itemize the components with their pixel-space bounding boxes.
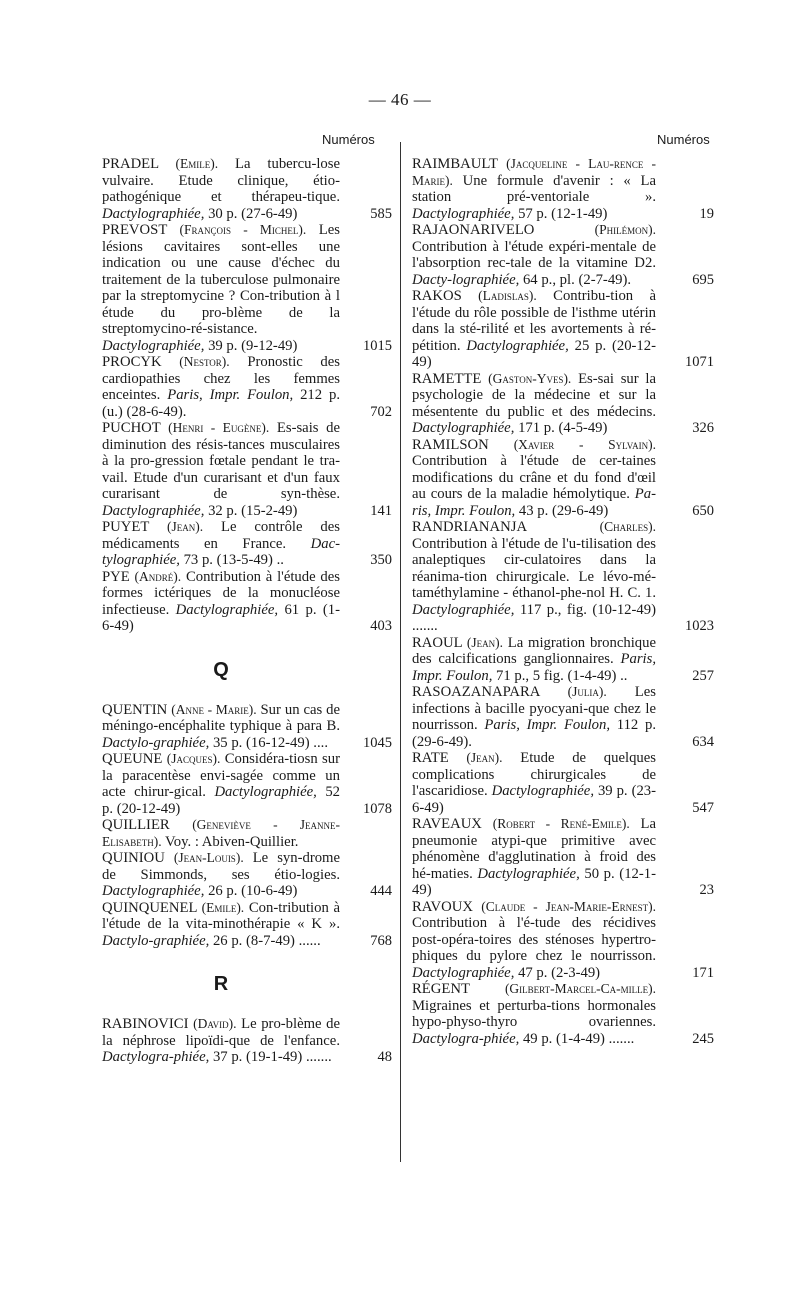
author-surname: PYE: [102, 568, 130, 585]
publication-info: Dactylographiée,: [214, 784, 317, 800]
author-surname: QUENTIN: [102, 701, 168, 718]
entry-number: 1023: [685, 618, 714, 634]
index-entry: [412, 981, 714, 1047]
entry-number: 245: [692, 1030, 714, 1047]
defense-date: (12-1-49): [412, 865, 657, 898]
author-given-names: (Gaston-Yves).: [488, 370, 572, 386]
thesis-title: Sur un cas de méningo-encéphalite typhique à para B.: [102, 701, 341, 734]
entry-number: 257: [692, 667, 714, 684]
author-surname: QUINQUENEL: [102, 899, 197, 916]
thesis-title: Les infections à bacille pyocyani-que chez le nourrisson.: [412, 684, 657, 733]
author-given-names: (Jean).: [466, 634, 503, 650]
thesis-title: Les lésions cavitaires sont-elles une indication ou une cause d'échec du traitement de la tuberculose pulmonaire par la streptomycine ? Con-tribution à l étude du pro-blème de la streptomycino-ré-sistance.: [102, 222, 341, 337]
defense-date: (2-3-49): [551, 964, 601, 981]
author-surname: RAVEAUX: [412, 816, 482, 832]
page-number: — 46 —: [368, 90, 432, 109]
author-surname: RÉGENT: [412, 981, 470, 997]
entry-number: 19: [699, 205, 714, 222]
index-entry: [102, 156, 392, 222]
left-column: [102, 156, 392, 1066]
entry-number: 547: [692, 799, 714, 816]
publication-info: Dactylographiée,: [466, 337, 569, 354]
page-count: 52 p.: [102, 784, 340, 817]
page-count: 43 p.: [518, 502, 549, 519]
entry-number: 695: [692, 271, 714, 288]
index-entry: [102, 222, 392, 354]
entry-number: 444: [370, 883, 392, 899]
defense-date: (19-1-49) .......: [246, 1049, 332, 1065]
publication-info: Dactylographiée,: [491, 783, 594, 799]
entry-number: 326: [692, 420, 714, 436]
author-given-names: (Xavier - Sylvain).: [513, 436, 656, 452]
index-entry: [102, 1016, 392, 1066]
page-count: 47 p.: [518, 964, 548, 981]
index-entry: [412, 899, 714, 982]
author-surname: RAMETTE: [412, 370, 482, 387]
index-entry: [102, 702, 392, 752]
defense-date: (1-6-49): [102, 601, 341, 634]
page-count: 117 p., fig.: [519, 601, 587, 618]
thesis-title: Le pro-blème de la néphrose lipoïdi-que de l'enfance.: [102, 1016, 341, 1049]
index-entry: [412, 156, 714, 222]
defense-date: (13-5-49) ..: [216, 552, 284, 568]
defense-date: (15-2-49): [241, 502, 298, 519]
author-given-names: (David).: [193, 1016, 237, 1031]
page-count: 25 p.: [574, 337, 607, 354]
page-count: 212 p. (u.): [102, 387, 341, 420]
author-given-names: (Emile).: [175, 156, 219, 171]
publication-info: Dactylographiée,: [412, 420, 515, 436]
index-entry: [412, 222, 714, 288]
publication-info: Dactylo-graphiée,: [102, 932, 210, 949]
author-given-names: (François - Michel).: [179, 222, 307, 237]
author-surname: PRADEL: [102, 156, 159, 172]
author-surname: PUCHOT: [102, 420, 161, 436]
thesis-title: Es-sai sur la psychologie de la médecine et sur la mésentente du public et des médecins.: [412, 370, 656, 420]
entry-number: 634: [692, 733, 714, 750]
page-count: 26 p.: [208, 883, 238, 899]
page-count: 37 p.: [212, 1049, 243, 1065]
defense-date: (20-12-49): [116, 800, 181, 817]
column-header-left: Numéros: [322, 132, 375, 147]
thesis-title: Contribution à l'é-tude des récidives post-opéra-toires des sténoses hypertro-phiques du pylore chez le nourrisson.: [412, 915, 656, 964]
page-count: 112 p.: [616, 717, 656, 733]
entry-number: 171: [692, 964, 714, 981]
thesis-title: Contribution à l'étude expéri-mentale de l'absorption rec-tale de la vitamine D2.: [412, 238, 656, 271]
publication-info: Dactylographiée,: [477, 865, 580, 882]
author-given-names: (Jean).: [466, 750, 503, 765]
index-entry: [102, 420, 392, 519]
author-surname: RAJAONARIVELO: [412, 222, 535, 238]
author-surname: PUYET: [102, 519, 150, 535]
author-surname: RAIMBAULT: [412, 156, 498, 172]
author-given-names: (Jean).: [166, 519, 204, 534]
entry-number: 403: [370, 618, 392, 634]
entry-number: 768: [370, 932, 392, 949]
defense-date: (4-5-49): [558, 420, 608, 436]
defense-date: (20-12-49): [412, 337, 657, 370]
defense-date: (1-4-49) .......: [556, 1030, 635, 1047]
defense-date: (10-12-49) .......: [412, 601, 656, 634]
author-given-names: (Nestor).: [179, 354, 230, 369]
entry-number: 1071: [685, 354, 714, 370]
author-surname: RABINOVICI: [102, 1016, 189, 1032]
author-given-names: (Philémon).: [594, 222, 656, 237]
thesis-title: Contribution à l'étude de l'u-tilisation des analeptiques cir-culatoires dans la réanima-tion chirurgicale. Le lévo-mé-taméthylamine - éthanol-phe-nol H. C. 1.: [412, 535, 656, 601]
defense-date: (1-4-49) ..: [567, 667, 628, 684]
defense-date: (29-6-49): [551, 502, 609, 519]
publication-info: Dactylographiée,: [102, 883, 205, 899]
publication-info: Dactylographiée,: [102, 502, 205, 519]
section-letter-r: R: [213, 973, 229, 995]
defense-date: (10-6-49): [241, 883, 298, 899]
publication-info: Dactylogra-phiée,: [412, 1030, 520, 1047]
author-given-names: (Gilbert-Marcel-Ca-mille).: [504, 981, 656, 996]
thesis-title: Contribution à l'étude des formes ictériques de la monucléose infectieuse.: [102, 568, 340, 618]
publication-info: Dac-tylographiée,: [102, 535, 340, 568]
publication-info: Dactylographiée,: [412, 205, 515, 222]
column-divider: [400, 142, 401, 1162]
page-count: 30 p.: [208, 205, 238, 222]
entry-number: 1078: [363, 800, 392, 817]
author-given-names: (Charles).: [599, 519, 656, 534]
publication-info: Paris, Impr. Foulon,: [484, 717, 611, 733]
author-surname: QUILLIER: [102, 817, 170, 833]
page-count: 35 p.: [212, 734, 243, 751]
defense-date: (23-6-49): [412, 783, 657, 816]
thesis-title: Pronostic des cardiopathies chez les femmes enceintes.: [102, 354, 340, 403]
thesis-title: Une formule d'avenir : « La station pré-ventoriale ».: [412, 172, 656, 205]
author-surname: RAKOS: [412, 288, 462, 304]
page-count: 49 p.: [522, 1030, 553, 1047]
publication-info: Pa-ris, Impr. Foulon,: [412, 486, 656, 519]
page-count: 61 p.: [284, 601, 317, 618]
page-count: 26 p.: [212, 932, 243, 949]
defense-date: (8-7-49) ......: [246, 932, 321, 949]
thesis-title: La pneumonie atypi-que primitive avec phénomène d'agglutination à froid des hé-maties.: [412, 816, 657, 882]
author-given-names: (Jean-Louis).: [173, 850, 244, 865]
author-surname: QUINIOU: [102, 850, 165, 866]
index-entry: [102, 751, 392, 817]
author-surname: PREVOST: [102, 222, 168, 238]
publication-info: Dactylographiée,: [102, 205, 205, 222]
page-count: 32 p.: [208, 502, 238, 519]
thesis-title: Etude de quelques complications chirurgicales de l'ascaridiose.: [412, 750, 656, 799]
index-entry: [102, 900, 392, 950]
thesis-title: Le contrôle des médicaments en France.: [102, 519, 340, 552]
author-surname: RAVOUX: [412, 898, 473, 915]
author-given-names: (Jacques).: [166, 751, 221, 766]
defense-date: (29-6-49).: [412, 733, 472, 750]
author-surname: PROCYK: [102, 354, 162, 370]
defense-date: (27-6-49): [241, 205, 298, 222]
entry-number: 48: [377, 1049, 392, 1065]
publication-info: Dactylogra-phiée,: [102, 1049, 210, 1065]
author-surname: RASOAZANAPARA: [412, 684, 540, 700]
entry-number: 350: [370, 552, 392, 568]
author-given-names: (Julia).: [567, 684, 607, 699]
publication-info: Paris, Impr. Foulon,: [412, 651, 656, 684]
defense-date: (12-1-49): [551, 205, 608, 222]
author-given-names: (Jacqueline - Lau-rence - Marie).: [412, 156, 656, 188]
author-given-names: (Anne - Marie).: [171, 701, 257, 717]
index-entry: [412, 816, 714, 899]
defense-date: (2-7-49).: [578, 271, 632, 288]
thesis-title: Considéra-tiosn sur la paracentèse envi-sagée comme un acte chirur-gical.: [102, 751, 340, 800]
entry-number: 585: [370, 205, 392, 222]
index-entry: [412, 437, 714, 520]
thesis-title: Con-tribution à l'étude de la vita-minothérapie « K ».: [102, 899, 341, 932]
defense-date: (9-12-49): [241, 337, 298, 354]
author-given-names: (Emile).: [201, 899, 245, 915]
publication-info: Dactylographiée,: [102, 337, 205, 354]
page-count: 73 p.: [183, 552, 213, 568]
index-entry: [412, 371, 714, 437]
author-given-names: (Ladislas).: [478, 288, 537, 303]
author-given-names: (Geneviève - Jeanne-Elisabeth).: [102, 817, 340, 849]
index-entry: [412, 684, 714, 750]
publication-info: Dactylographiée,: [412, 964, 515, 981]
entry-number: 141: [370, 502, 392, 519]
thesis-title: Migraines et perturba-tions hormonales hypo-physo-thyro ovariennes.: [412, 997, 656, 1030]
column-header-right: Numéros: [657, 132, 710, 147]
publication-info: Paris, Impr. Foulon,: [167, 387, 294, 403]
page-count: 39 p.: [208, 337, 238, 354]
index-entry: [102, 817, 392, 850]
index-entry: [102, 519, 392, 569]
publication-info: Dactylo-graphiée,: [102, 734, 210, 751]
entry-number: 702: [370, 403, 392, 420]
thesis-title: Le syn-drome de Simmonds, ses étio-logies.: [102, 850, 341, 883]
author-given-names: (André).: [134, 568, 182, 584]
author-surname: QUEUNE: [102, 751, 163, 767]
page-count: 64 p., pl.: [522, 271, 575, 288]
defense-date: (16-12-49) ....: [246, 734, 328, 751]
page-count: 71 p., 5 fig.: [496, 667, 564, 684]
page-count: 39 p.: [597, 783, 628, 799]
page-count: 171 p.: [518, 420, 555, 436]
section-letter-q: Q: [213, 658, 229, 681]
entry-number: 1045: [363, 734, 392, 751]
index-entry: [412, 519, 714, 635]
thesis-title: Contribution à l'étude de cer-taines modifications du crâne et du fond d'œil au cours de la maladie hémolytique.: [412, 453, 656, 502]
thesis-title: Contribu-tion à l'étude du rôle possible de l'isthme utérin dans la sté-rilité et les avortements à ré-pétition.: [412, 288, 657, 354]
entry-number: 1015: [363, 337, 392, 354]
author-given-names: (Claude - Jean-Marie-Ernest).: [481, 898, 656, 914]
thesis-title: La tubercu-lose vulvaire. Etude clinique, étio-pathogénique et thérapeu-tique.: [102, 156, 340, 205]
index-entry: [102, 850, 392, 900]
index-entry: [412, 635, 714, 685]
publication-info: Dactylographiée,: [412, 601, 515, 618]
author-given-names: (Robert - René-Emile).: [492, 816, 630, 831]
author-surname: RAMILSON: [412, 436, 489, 453]
thesis-title: Es-sais de diminution des résis-tances musculaires à la pro-gression fœtale pendant le tra-vail. Etude d'un curarisant et d'un faux curarisant de syn-thèse.: [102, 420, 340, 502]
page-count: 50 p.: [584, 865, 615, 882]
index-entry: [412, 288, 714, 371]
page-count: 57 p.: [518, 205, 548, 222]
thesis-title: La migration bronchique des calcifications ganglionnaires.: [412, 634, 657, 667]
publication-info: Dacty-lographiée,: [412, 271, 520, 288]
author-given-names: (Henri - Eugène).: [168, 420, 270, 435]
index-entry: [102, 354, 392, 420]
index-entry: [412, 750, 714, 816]
thesis-title: Voy. : Abiven-Quillier.: [165, 833, 299, 850]
entry-number: 650: [692, 502, 714, 519]
index-entry: [102, 569, 392, 635]
entry-number: 23: [699, 882, 714, 898]
author-surname: RATE: [412, 750, 449, 766]
right-column: [412, 156, 714, 1047]
author-surname: RANDRIANANJA: [412, 519, 527, 535]
publication-info: Dactylographiée,: [175, 601, 279, 618]
defense-date: (28-6-49).: [126, 403, 187, 420]
author-surname: RAOUL: [412, 634, 463, 651]
